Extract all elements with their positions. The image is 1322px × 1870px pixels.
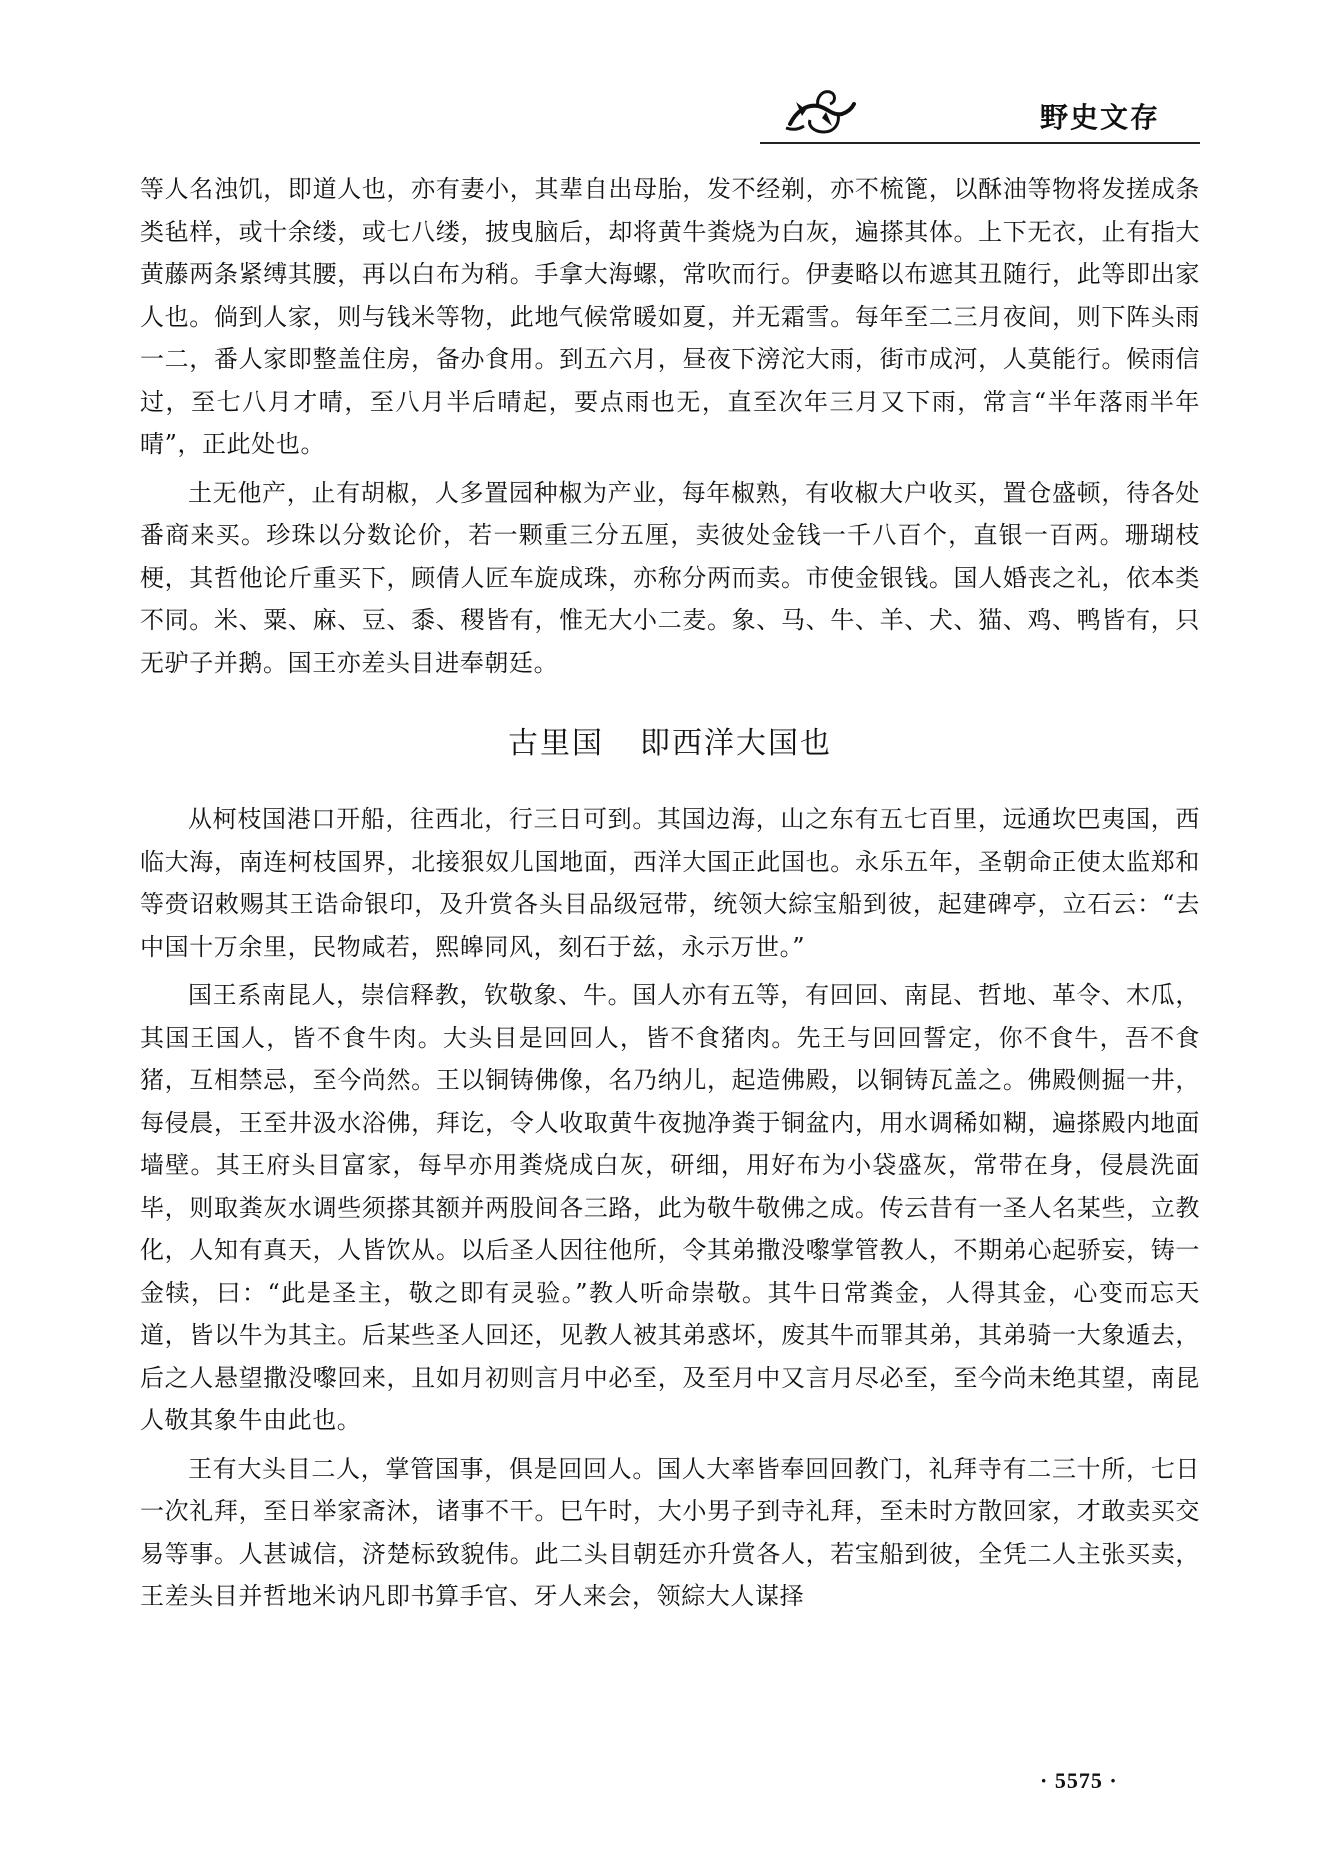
- section-subtitle: 即西洋大国也: [640, 726, 832, 761]
- paragraph: 王有大头目二人，掌管国事，俱是回回人。国人大率皆奉回回教门，礼拜寺有二三十所，七日一次礼拜，至日举家斋沐，诸事不干。巳午时，大小男子到寺礼拜，至未时方散回家，才敢卖买交易等事。人甚诚信，济楚标致貌伟。此二头目朝廷亦升赏各人，若宝船到彼，全凭二人主张买卖，王差头目并哲地米讷凡即书算手官、牙人来会，领綜大人谋择: [140, 1454, 1200, 1610]
- section-heading: [140, 718, 1200, 762]
- paragraph: 等人名浊饥，即道人也，亦有妻小，其辈自出母胎，发不经剃，亦不梳篦，以酥油等物将发搓成条类毡样，或十余缕，或七八缕，披曳脑后，却将黄牛粪烧为白灰，遍搽其体。上下无衣，止有指大黄藤两条紧缚其腰，再以白布为稍。手拿大海螺，常吹而行。伊妻略以布遮其丑随行，此等即出家人也。倘到人家，则与钱米等物，此地气候常暖如夏，并无霜雪。每年至二三月夜间，则下阵头雨一二，番人家即整盖住房，备办食用。到五六月，昼夜下滂沱大雨，街市成河，人莫能行。候雨信过，至七八月才晴，至八月半后晴起，要点雨也无，直至次年三月又下雨，常言“半年落雨半年晴”，正此处也。: [140, 175, 1200, 458]
- page-number: · 5575 ·: [1040, 1768, 1118, 1793]
- dragon-emblem-icon: [780, 82, 860, 142]
- page-body: [140, 168, 1200, 1618]
- page-header: [0, 0, 1322, 150]
- paragraph: 从柯枝国港口开船，往西北，行三日可到。其国边海，山之东有五七百里，远通坎巴夷国，西临大海，南连柯枝国界，北接狠奴儿国地面，西洋大国正此国也。永乐五年，圣朝命正使太监郑和等赍诏敕赐其王诰命银印，及升赏各头目品级冠带，统领大綜宝船到彼，起建碑亭，立石云：“去中国十万余里，民物咸若，熙皞同风，刻石于兹，永示万世。”: [140, 805, 1200, 961]
- section-title: 古里国: [508, 726, 604, 761]
- paragraph: 土无他产，止有胡椒，人多置园种椒为产业，每年椒熟，有收椒大户收买，置仓盛顿，待各处番商来买。珍珠以分数论价，若一颗重三分五厘，卖彼处金钱一千八百个，直银一百两。珊瑚枝梗，其哲他论斤重买下，顾倩人匠车旋成珠，亦称分两而卖。市使金银钱。国人婚丧之礼，依本类不同。米、粟、麻、豆、黍、稷皆有，惟无大小二麦。象、马、牛、羊、犬、猫、鸡、鸭皆有，只无驴子并鹅。国王亦差头目进奉朝廷。: [140, 478, 1200, 677]
- paragraph: 国王系南昆人，崇信释教，钦敬象、牛。国人亦有五等，有回回、南昆、哲地、革令、木瓜，其国王国人，皆不食牛肉。大头目是回回人，皆不食猪肉。先王与回回誓定，你不食牛，吾不食猪，互相禁忌，至今尚然。王以铜铸佛像，名乃纳儿，起造佛殿，以铜铸瓦盖之。佛殿侧掘一井，每侵晨，王至井汲水浴佛，拜讫，令人收取黄牛夜抛净粪于铜盆内，用水调稀如糊，遍搽殿内地面墙壁。其王府头目富家，每早亦用粪烧成白灰，研细，用好布为小袋盛灰，常带在身，侵晨洗面毕，则取粪灰水调些须搽其额并两股间各三路，此为敬牛敬佛之成。传云昔有一圣人名某些，立教化，人知有真天，人皆饮从。以后圣人因往他所，令其弟撒没嚟掌管教人，不期弟心起骄妄，铸一金犊，曰：“此是圣主，敬之即有灵验。”教人听命崇敬。其牛日常粪金，人得其金，心变而忘天道，皆以牛为其主。后某些圣人回还，见教人被其弟惑坏，废其牛而罪其弟，其弟骑一大象遁去，后之人悬望撒没嚟回来，且如月初则言月中必至，及至月中又言月尽必至，至今尚未绝其望，南昆人敬其象牛由此也。: [140, 981, 1200, 1434]
- header-rule: [760, 142, 1200, 144]
- running-title: 野史文存: [1040, 101, 1161, 134]
